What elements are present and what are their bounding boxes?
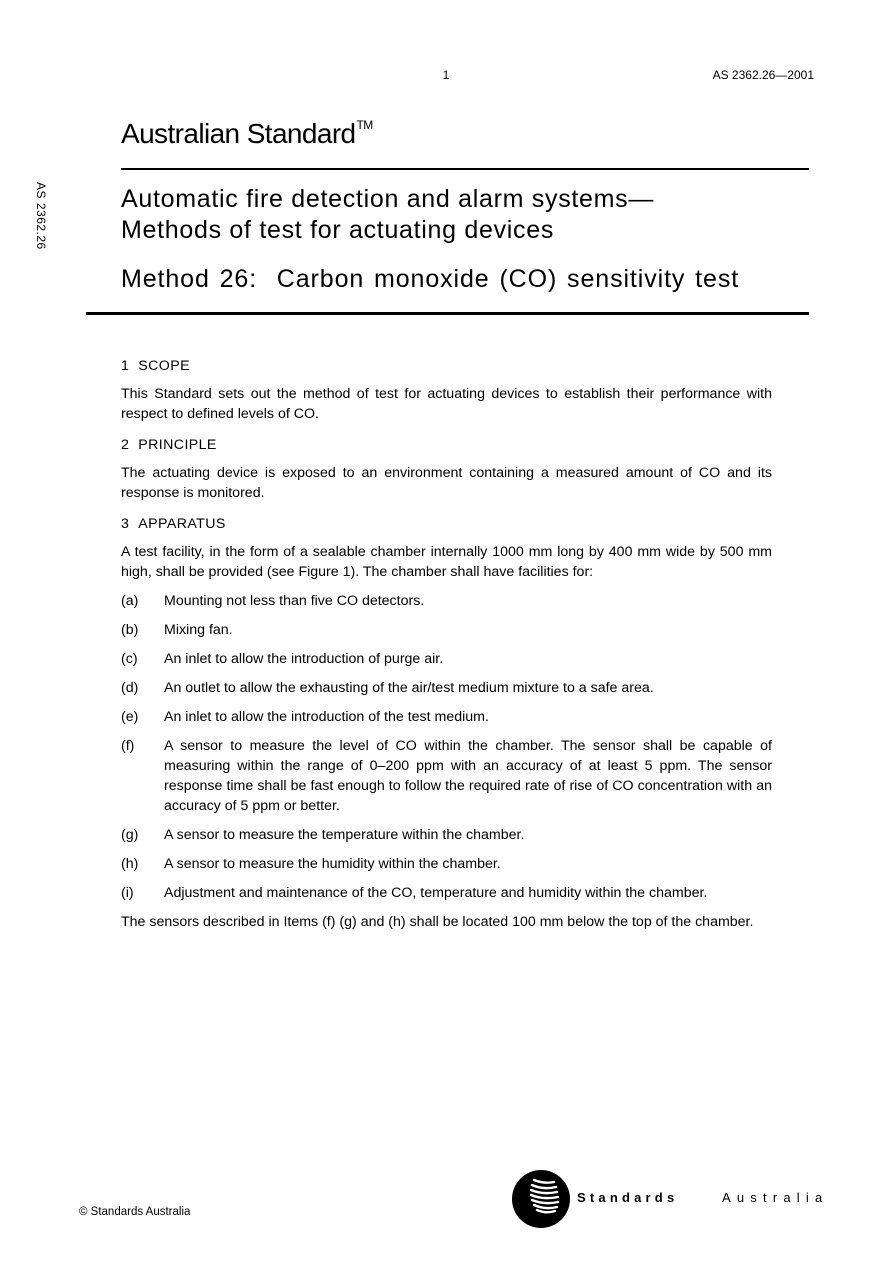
document-title-line1: Automatic fire detection and alarm systems— (121, 185, 655, 213)
list-item-label: (a) (121, 593, 139, 609)
standards-australia-logo-icon (510, 1168, 572, 1235)
logo-word-australia: Australia (722, 1190, 829, 1205)
list-item-text: An inlet to allow the introduction of the test medium. (164, 709, 489, 725)
section-number: 2 (121, 437, 130, 453)
section-heading-apparatus (121, 514, 772, 534)
section-heading-scope (121, 356, 772, 376)
list-item (121, 591, 772, 611)
title-block (121, 184, 811, 295)
apparatus-paragraph: A test facility, in the form of a sealable chamber internally 1000 mm long by 400 mm wide by 500 mm high, shall be provided (see Figure 1). The chamber shall have facilities for: (121, 544, 772, 580)
list-item-text: A sensor to measure the temperature within the chamber. (164, 827, 525, 843)
list-item (121, 707, 772, 727)
document-title-line2: Methods of test for actuating devices (121, 216, 555, 244)
scope-paragraph: This Standard sets out the method of test for actuating devices to establish their performance with respect to defined levels of CO. (121, 386, 772, 422)
section-number: 3 (121, 516, 130, 532)
list-item-label: (c) (121, 651, 138, 667)
section-title: SCOPE (138, 358, 190, 374)
top-rule (121, 168, 809, 170)
list-item (121, 883, 772, 903)
principle-paragraph: The actuating device is exposed to an environment containing a measured amount of CO and its response is monitored. (121, 465, 772, 501)
copyright-notice: © Standards Australia (79, 1206, 191, 1218)
section-number: 1 (121, 358, 130, 374)
list-item (121, 736, 772, 816)
section-heading-principle (121, 435, 772, 455)
document-title (121, 184, 811, 246)
list-item (121, 854, 772, 874)
list-item-text: Adjustment and maintenance of the CO, temperature and humidity within the chamber. (164, 885, 708, 901)
list-item-text: A sensor to measure the level of CO within the chamber. The sensor shall be capable of measuring within the range of 0–200 ppm with an accuracy of at least 5 ppm. The sensor response time shall be fast enough to follow the required rate of rise of CO concentration with an accuracy of 5 ppm or better. (164, 738, 772, 814)
trademark-mark: TM (356, 117, 373, 132)
logo-graphic (510, 1168, 572, 1230)
document-body (121, 356, 772, 943)
list-item-text: An inlet to allow the introduction of purge air. (164, 651, 444, 667)
page-number: 1 (442, 68, 450, 82)
document-code: AS 2362.26—2001 (712, 68, 814, 82)
list-item-label: (g) (121, 827, 139, 843)
brand-title-text: Australian Standard (121, 118, 356, 149)
logo-word-standards: Standards (577, 1190, 679, 1205)
list-item (121, 678, 772, 698)
list-item-text: A sensor to measure the humidity within the chamber. (164, 856, 501, 872)
list-item-label: (i) (121, 885, 134, 901)
bottom-rule (86, 312, 809, 315)
list-item-label: (f) (121, 738, 135, 754)
section-title: APPARATUS (138, 516, 226, 532)
method-title: Method 26: Carbon monoxide (CO) sensitivity test (121, 265, 740, 293)
apparatus-closing-paragraph: The sensors described in Items (f) (g) and (h) shall be located 100 mm below the top of the chamber. (121, 914, 754, 930)
list-item-label: (b) (121, 622, 139, 638)
section-title: PRINCIPLE (138, 437, 217, 453)
brand-title (121, 118, 373, 150)
list-item-label: (d) (121, 680, 139, 696)
list-item (121, 825, 772, 845)
list-item-text: An outlet to allow the exhausting of the air/test medium mixture to a safe area. (164, 680, 654, 696)
side-document-code: AS 2362.26 (34, 182, 48, 250)
list-item-label: (e) (121, 709, 139, 725)
list-item (121, 620, 772, 640)
list-item-label: (h) (121, 856, 139, 872)
list-item-text: Mixing fan. (164, 622, 233, 638)
list-item-text: Mounting not less than five CO detectors. (164, 593, 425, 609)
list-item (121, 649, 772, 669)
